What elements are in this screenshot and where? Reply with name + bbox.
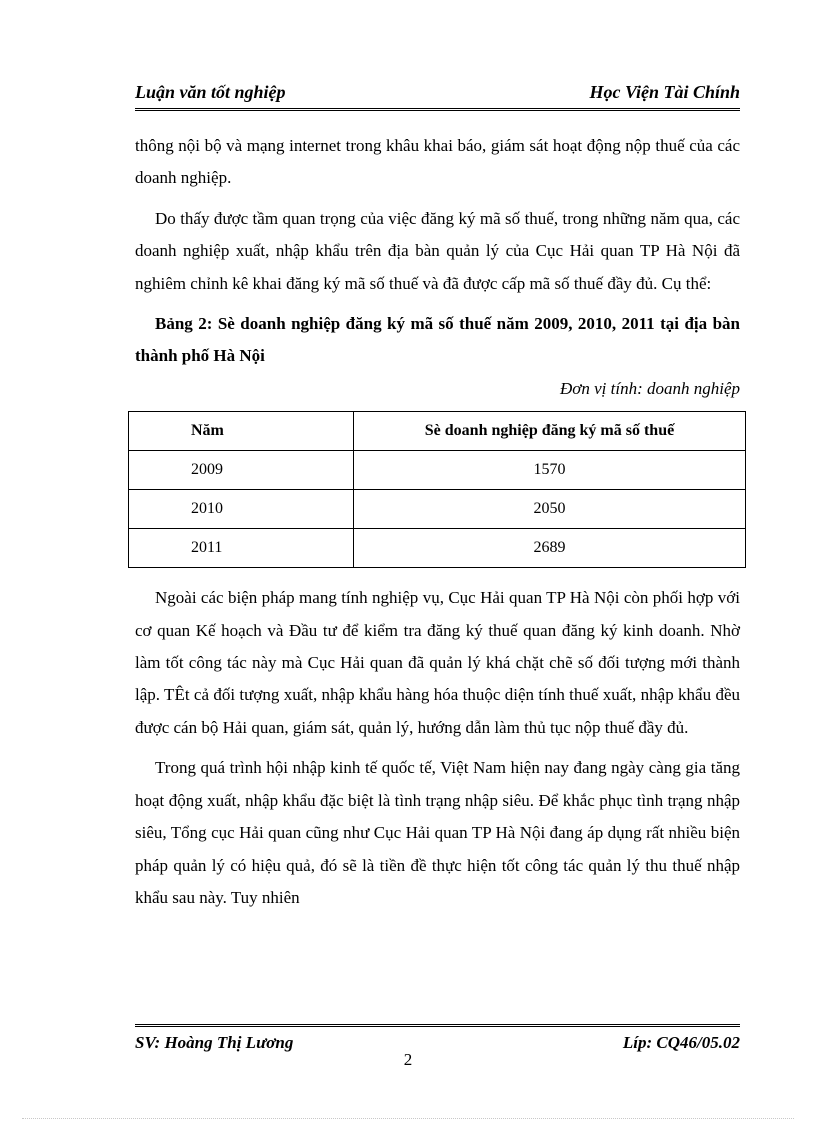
year-cell: 2010 <box>129 490 354 529</box>
footer-student-name: SV: Hoàng Thị Lương <box>135 1033 294 1052</box>
tax-registration-table <box>128 411 746 568</box>
count-cell: 1570 <box>354 451 746 490</box>
table-title: Bảng 2: Sè doanh nghiệp đăng ký mã số thuế năm 2009, 2010, 2011 tại địa bàn thành phố Hà Nội <box>135 314 740 366</box>
table-header-row <box>129 412 746 451</box>
count-cell: 2689 <box>354 529 746 568</box>
paragraph-intro: Do thấy được tầm quan trọng của việc đăng ký mã số thuế, trong những năm qua, các doanh nghiệp xuất, nhập khẩu trên địa bàn quản lý của Cục Hải quan TP Hà Nội đã nghiêm chỉnh kê khai đăng ký mã số thuế và đã được cấp mã số thuế đầy đủ. Cụ thể: <box>135 208 740 293</box>
paragraph-integration: Trong quá trình hội nhập kinh tế quốc tế, Việt Nam hiện nay đang ngày càng gia tăng hoạt động xuất, nhập khẩu đặc biệt là tình trạng nhập siêu. Để khắc phục tình trạng nhập siêu, Tổng cục Hải quan cũng như Cục Hải quan TP Hà Nội đang áp dụng rất nhiều biện pháp quản lý có hiệu quả, đó sẽ là tiền đề thực hiện tốt công tác quản lý thu thuế nhập khẩu sau này. Tuy nhiên <box>135 758 740 907</box>
footer-class-code: Líp: CQ46/05.02 <box>622 1033 740 1052</box>
page-number: 2 <box>403 1050 413 1069</box>
body-content <box>135 130 740 922</box>
table-row <box>129 451 746 490</box>
page-header <box>135 78 740 111</box>
year-cell: 2011 <box>129 529 354 568</box>
paragraph-measures: Ngoài các biện pháp mang tính nghiệp vụ, Cục Hải quan TP Hà Nội còn phối hợp với cơ quan Kế hoạch và Đầu tư để kiểm tra đăng ký thuế quan đăng ký kinh doanh. Nhờ làm tốt công tác này mà Cục Hải quan đã quản lý khá chặt chẽ số đối tượng mới thành lập. TÊt cả đối tượng xuất, nhập khẩu hàng hóa thuộc diện tính thuế xuất, nhập khẩu đều được cán bộ Hải quan, giám sát, quản lý, hướng dẫn làm thủ tục nộp thuế đầy đủ. <box>135 588 740 737</box>
column-header-count: Sè doanh nghiệp đăng ký mã số thuế <box>354 412 746 451</box>
header-thesis-label: Luận văn tốt nghiệp <box>135 82 286 102</box>
header-institution: Học Viện Tài Chính <box>589 82 740 102</box>
count-cell: 2050 <box>354 490 746 529</box>
page-bottom-divider <box>22 1118 794 1119</box>
table-row <box>129 490 746 529</box>
column-header-year: Năm <box>129 412 354 451</box>
paragraph-continuation: thông nội bộ và mạng internet trong khâu khai báo, giám sát hoạt động nộp thuế của các doanh nghiệp. <box>135 136 740 188</box>
table-row <box>129 529 746 568</box>
table-unit: Đơn vị tính: doanh nghiệp <box>560 378 740 398</box>
year-cell: 2009 <box>129 451 354 490</box>
